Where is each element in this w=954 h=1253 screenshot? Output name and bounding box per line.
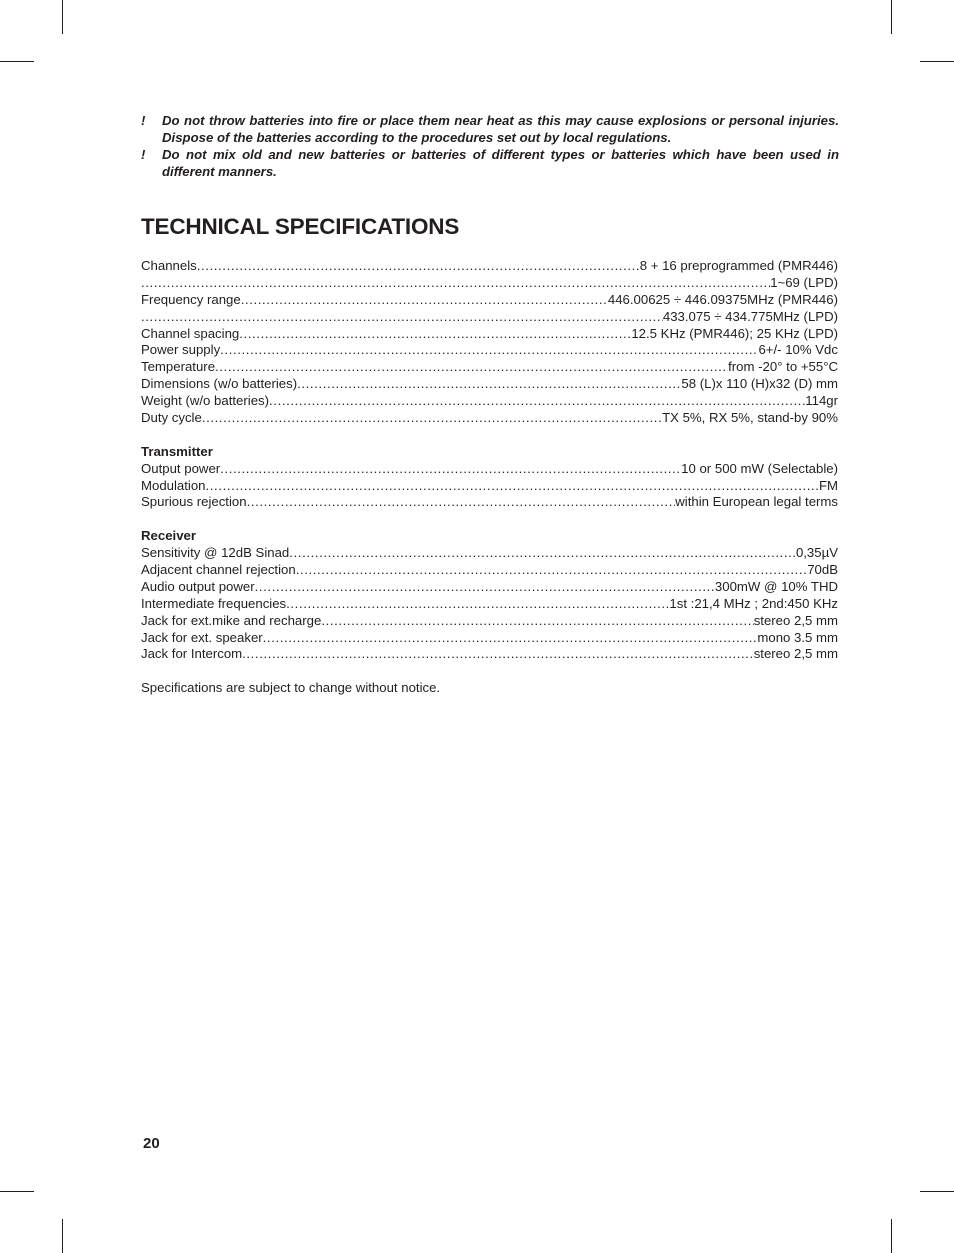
dot-leader [263,630,758,647]
spec-row [141,630,838,647]
crop-mark [0,1191,34,1192]
spec-value: 70dB [807,562,838,578]
spec-label: Weight (w/o batteries) [141,393,270,409]
spec-value: 58 (L)x 110 (H)x32 (D) mm [681,376,838,392]
spec-list [141,258,838,697]
spec-row [141,326,838,343]
spec-value: FM [818,477,838,493]
dot-leader [206,478,819,495]
battery-warnings [141,112,839,180]
transmitter-heading: Transmitter [141,443,213,459]
spacer [141,427,838,444]
dot-leader [141,309,663,326]
warning-text: Do not throw batteries into fire or place them near heat as this may cause explosions or personal injuries. Dispose of the batteries according to the procedures set out by local regulations. [162,113,839,145]
spec-row [141,376,838,393]
spec-value: 10 or 500 mW (Selectable) [681,460,838,476]
spec-label: Channels [141,258,197,273]
dot-leader [141,275,770,292]
dot-leader [242,646,754,663]
spec-label: Temperature [141,359,216,375]
spec-label: Frequency range [141,291,241,307]
spacer [141,663,838,680]
dot-leader [197,258,640,275]
spec-value: 433.075 ÷ 434.775MHz (LPD) [662,308,838,324]
spec-row [141,359,838,376]
dot-leader [220,461,681,478]
crop-mark [920,61,954,62]
crop-mark [891,0,892,34]
spec-label: Duty cycle [141,410,202,426]
spec-value: TX 5%, RX 5%, stand-by 90% [662,410,838,426]
spec-label: Jack for ext.mike and recharge [141,612,322,628]
spec-row [141,545,838,562]
crop-mark [62,1219,63,1253]
spec-row [141,646,838,663]
crop-mark [62,0,63,34]
dot-leader [220,342,758,359]
spec-value: from -20° to +55°C [728,359,838,375]
spec-row [141,292,838,309]
spec-label: Power supply [141,342,221,358]
spec-row [141,309,838,326]
spec-value: 114gr [805,393,838,409]
dot-leader [296,562,807,579]
warning-bullet: ! [141,147,146,162]
spec-value: stereo 2,5 mm [753,612,838,628]
spec-value: 446.00625 ÷ 446.09375MHz (PMR446) [607,291,838,307]
spec-value: 1~69 (LPD) [770,274,838,290]
warning-bullet: ! [141,113,146,128]
spec-label: Modulation [141,477,206,493]
spec-label: Intermediate frequencies [141,595,287,611]
dot-leader [255,579,715,596]
spec-value: stereo 2,5 mm [753,646,838,662]
spacer [141,511,838,528]
disclaimer-note: Specifications are subject to change without notice. [141,680,441,696]
dot-leader [241,292,608,309]
dot-leader [297,376,681,393]
spec-row [141,562,838,579]
dot-leader [202,410,662,427]
spec-row [141,579,838,596]
spec-row [141,410,838,427]
dot-leader [215,359,728,376]
spec-value: 12.5 KHz (PMR446); 25 KHz (LPD) [631,325,838,341]
page-number: 20 [143,1135,160,1152]
warning-text: Do not mix old and new batteries or batteries of different types or batteries which have been used in different manners. [162,147,839,179]
spec-label: Adjacent channel rejection [141,562,296,578]
receiver-heading: Receiver [141,528,196,544]
spec-row [141,596,838,613]
spec-row [141,613,838,630]
spec-value: 1st :21,4 MHz ; 2nd:450 KHz [669,595,838,611]
spec-value: 6+/- 10% Vdc [758,342,838,358]
spec-label: Spurious rejection [141,494,247,510]
spec-label: Dimensions (w/o batteries) [141,376,298,392]
dot-leader [286,596,669,613]
section-title: TECHNICAL SPECIFICATIONS [141,214,460,239]
crop-mark [920,1191,954,1192]
spec-value: 0,35µV [795,545,838,561]
warning-item [141,112,839,146]
spec-label: Channel spacing [141,325,240,341]
spec-row [141,393,838,410]
dot-leader [289,545,796,562]
spec-row [141,342,838,359]
crop-mark [0,61,34,62]
spec-label: Jack for ext. speaker [141,629,263,645]
dot-leader [247,494,676,511]
spec-label: Jack for Intercom [141,646,243,662]
spec-row [141,461,838,478]
spec-value: 300mW @ 10% THD [714,578,838,594]
spec-value: 8 + 16 preprogrammed (PMR446) [639,258,838,273]
spec-label: Sensitivity @ 12dB Sinad [141,545,290,561]
spec-row [141,275,838,292]
dot-leader [321,613,753,630]
spec-label: Audio output power [141,578,255,594]
spec-value: within European legal terms [675,494,838,510]
crop-mark [891,1219,892,1253]
spec-label: Output power [141,460,221,476]
spec-row [141,478,838,495]
dot-leader [269,393,805,410]
spec-value: mono 3.5 mm [757,629,838,645]
spec-row [141,258,838,275]
dot-leader [239,326,631,343]
spec-row [141,494,838,511]
warning-item [141,146,839,180]
